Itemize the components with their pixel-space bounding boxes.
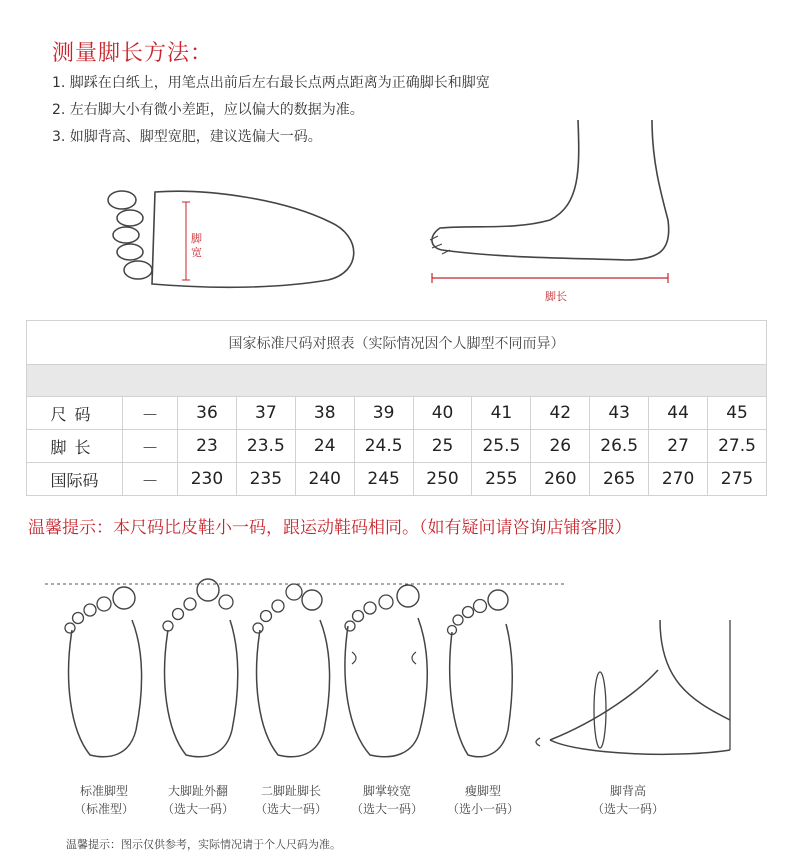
table-cell: 37 [236,397,295,430]
size-chart-table [26,320,767,496]
foot-type-caption [573,782,683,818]
table-cell: 24.5 [354,430,413,463]
table-cell: 41 [472,397,531,430]
table-cell: 250 [413,463,472,496]
foot-type-name: 标准脚型 [79,784,128,798]
table-spacer [27,365,767,397]
table-cell: 39 [354,397,413,430]
foot-type-name: 二脚趾脚长 [260,784,321,798]
table-cell: 275 [708,463,767,496]
table-cell: 25 [413,430,472,463]
table-cell: 245 [354,463,413,496]
instruction-step: 3. 如脚背高、脚型宽肥，建议选偏大一码。 [52,129,322,145]
table-cell: 40 [413,397,472,430]
table-cell: 255 [472,463,531,496]
table-cell: 240 [295,463,354,496]
foot-type-name: 大脚趾外翻 [167,784,228,798]
footer-note: 温馨提示：图示仅供参考，实际情况请于个人尺码为准。 [66,838,341,851]
row-dash: － [123,397,178,430]
table-cell: 38 [295,397,354,430]
row-header: 脚长 [27,430,123,463]
table-cell: 43 [590,397,649,430]
table-cell: 230 [178,463,237,496]
table-cell: 23 [178,430,237,463]
foot-type-advice: （选小一码） [446,802,519,816]
foot-types-illustration [40,570,760,765]
table-cell: 27 [649,430,708,463]
foot-type-advice: （选大一码） [591,802,664,816]
table-cell: 36 [178,397,237,430]
table-cell: 26 [531,430,590,463]
foot-sole-illustration [100,180,360,295]
row-header: 尺码 [27,397,123,430]
foot-type-caption [332,782,442,818]
row-dash: － [123,463,178,496]
table-cell: 27.5 [708,430,767,463]
table-cell: 260 [531,463,590,496]
table-cell: 235 [236,463,295,496]
foot-type-caption [428,782,538,818]
table-row [27,430,767,463]
foot-type-advice: （标准型） [73,802,134,816]
warm-tip: 温馨提示：本尺码比皮鞋小一码，跟运动鞋码相同。（如有疑问请咨询店铺客服） [28,518,632,538]
foot-type-caption [236,782,346,818]
table-cell: 23.5 [236,430,295,463]
foot-length-label: 脚长 [545,290,567,303]
foot-type-advice: （选大一码） [350,802,423,816]
row-header: 国际码 [27,463,123,496]
foot-side-illustration [420,110,680,290]
table-row [27,397,767,430]
table-cell: 45 [708,397,767,430]
instruction-step: 1. 脚踩在白纸上，用笔点出前后左右最长点两点距离为正确脚长和脚宽 [52,75,490,91]
foot-type-name: 脚掌较宽 [362,784,411,798]
table-cell: 42 [531,397,590,430]
foot-width-label: 脚宽 [191,232,202,259]
table-cell: 25.5 [472,430,531,463]
table-row [27,463,767,496]
foot-type-name: 瘦脚型 [464,784,501,798]
foot-type-advice: （选大一码） [254,802,327,816]
table-cell: 270 [649,463,708,496]
table-cell: 26.5 [590,430,649,463]
foot-type-name: 脚背高 [609,784,646,798]
instruction-step: 2. 左右脚大小有微小差距，应以偏大的数据为准。 [52,102,364,118]
table-cell: 24 [295,430,354,463]
table-cell: 265 [590,463,649,496]
table-cell: 44 [649,397,708,430]
row-dash: － [123,430,178,463]
table-caption: 国家标准尺码对照表（实际情况因个人脚型不同而异） [27,321,767,365]
foot-type-advice: （选大一码） [161,802,234,816]
page-title: 测量脚长方法： [52,41,214,66]
